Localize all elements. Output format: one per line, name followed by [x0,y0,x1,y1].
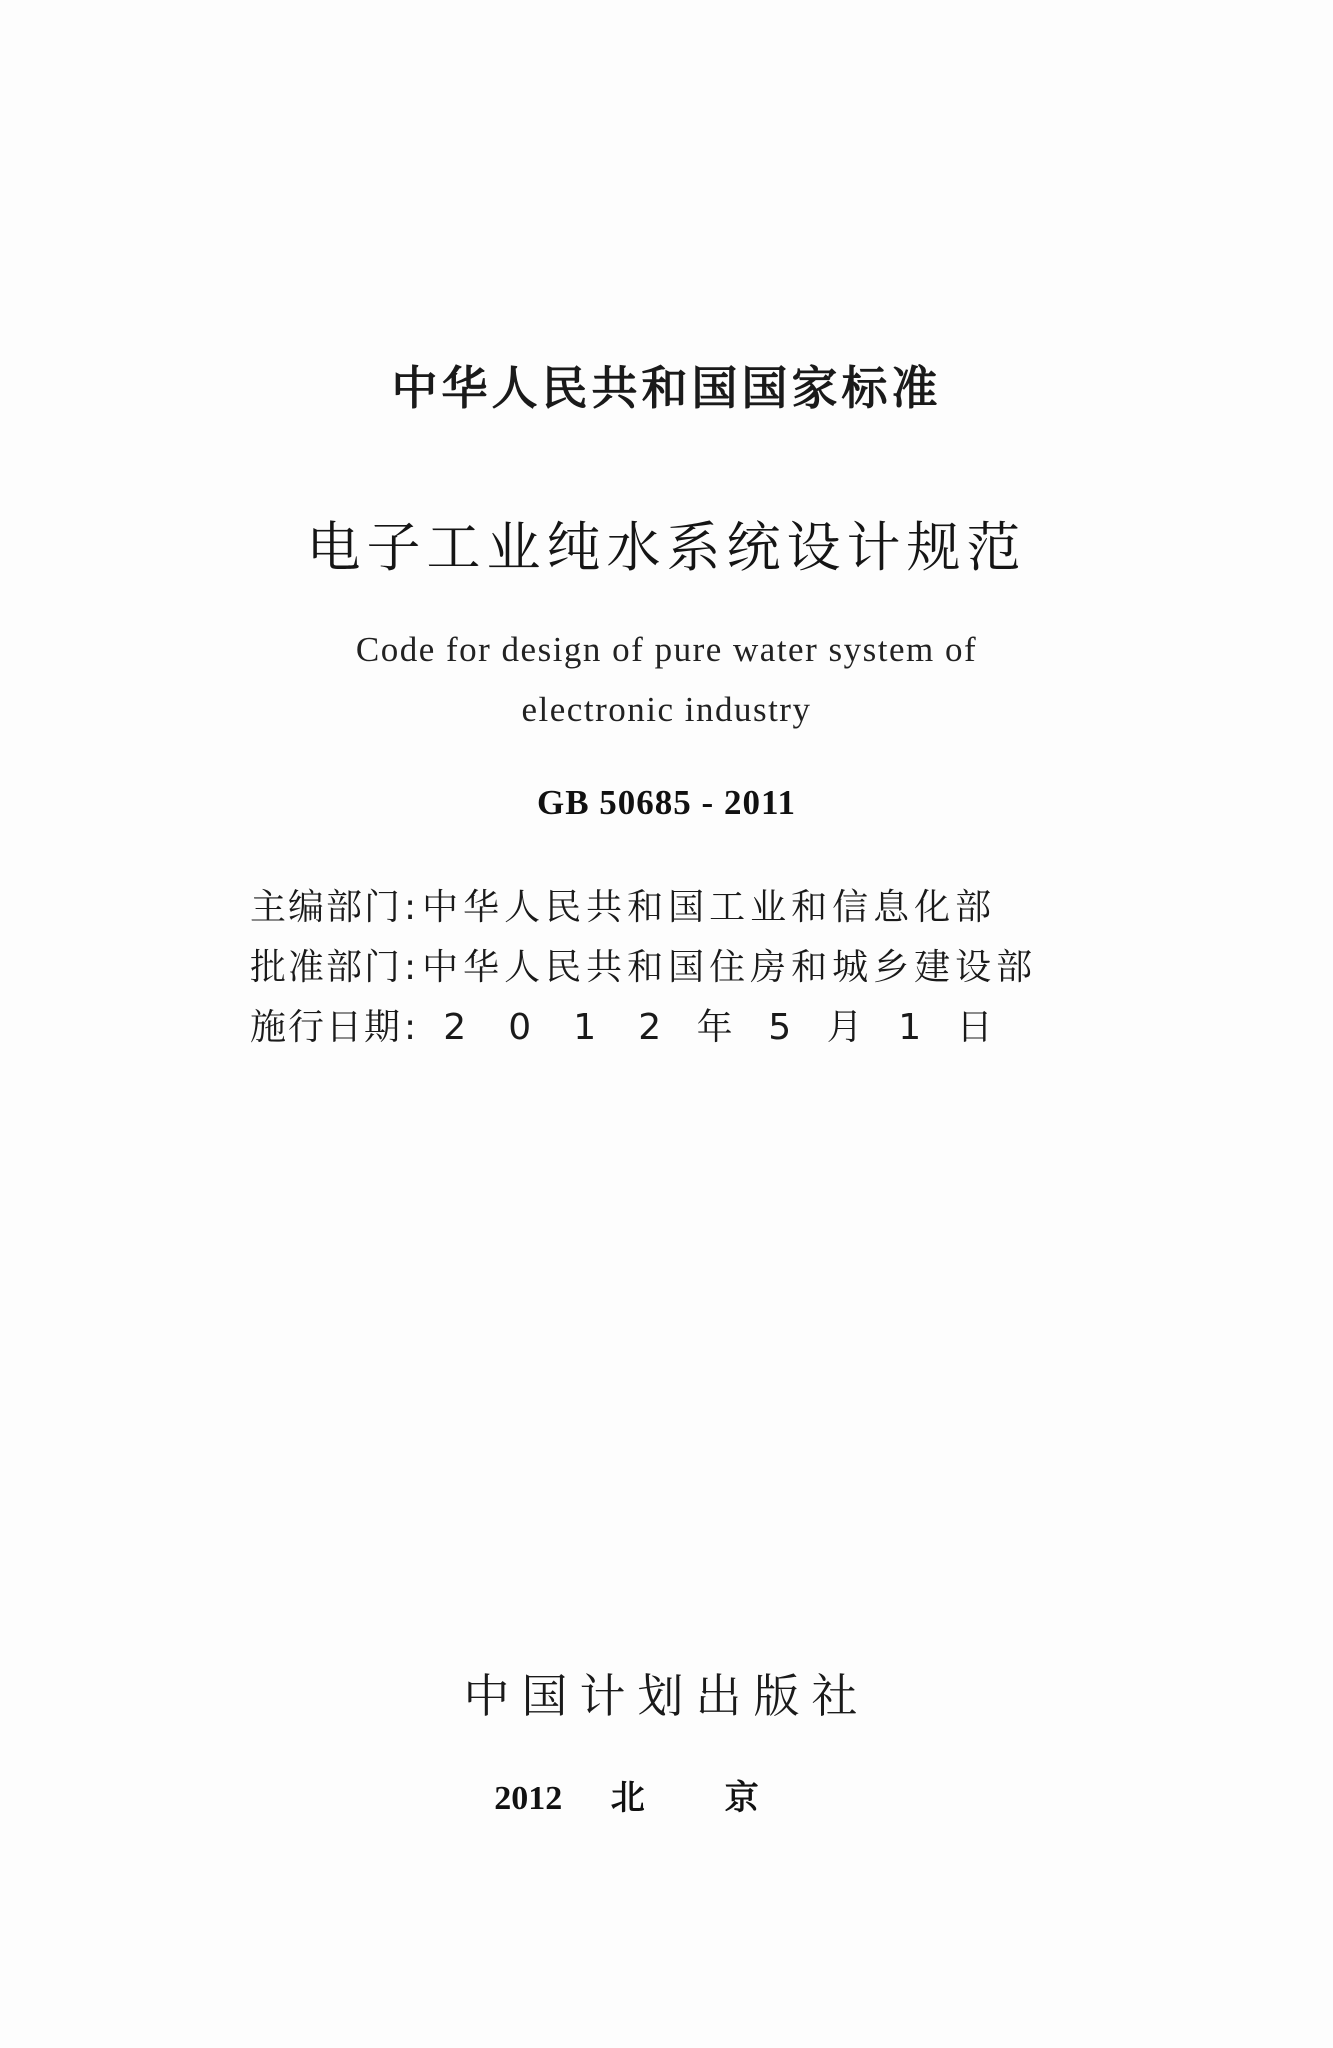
english-title-line-2: electronic industry [521,690,812,729]
info-label: 批准部门 [250,947,403,988]
date-part: 2 [443,1007,467,1048]
info-value: 中华人民共和国工业和信息化部 [422,887,997,928]
standard-code: GB 50685 - 2011 [536,783,797,822]
date-part: 1 [898,1007,922,1048]
info-label: 主编部门 [250,887,403,928]
date-part: 日 [956,1007,993,1048]
publication-year-place [0,1770,1333,1819]
effective-date-value [422,998,1007,1058]
english-title [0,620,1333,740]
date-part: 年 [696,1007,733,1048]
info-row-approver [250,938,1150,998]
chinese-title: 电子工业纯水系统设计规范 [306,516,1027,579]
date-part: 2 [638,1007,662,1048]
publication-city: 北京 [610,1778,839,1818]
standard-heading: 中华人民共和国国家标准 [391,361,942,415]
info-value: 中华人民共和国住房和城乡建设部 [422,947,1038,988]
info-separator: : [404,887,417,928]
info-row-editor [250,878,1150,938]
info-row-effective-date [250,998,1150,1058]
publication-year: 2012 [494,1780,563,1817]
date-part: 5 [768,1007,792,1048]
date-part: 0 [508,1007,532,1048]
info-label: 施行日期 [250,1007,403,1048]
date-part: 1 [573,1007,597,1048]
info-block [250,878,1150,1058]
info-separator: : [404,947,417,988]
info-separator: : [404,1007,417,1048]
date-part: 月 [826,1007,863,1048]
english-title-line-1: Code for design of pure water system of [355,630,978,669]
publisher-name: 中国计划出版社 [463,1669,870,1723]
